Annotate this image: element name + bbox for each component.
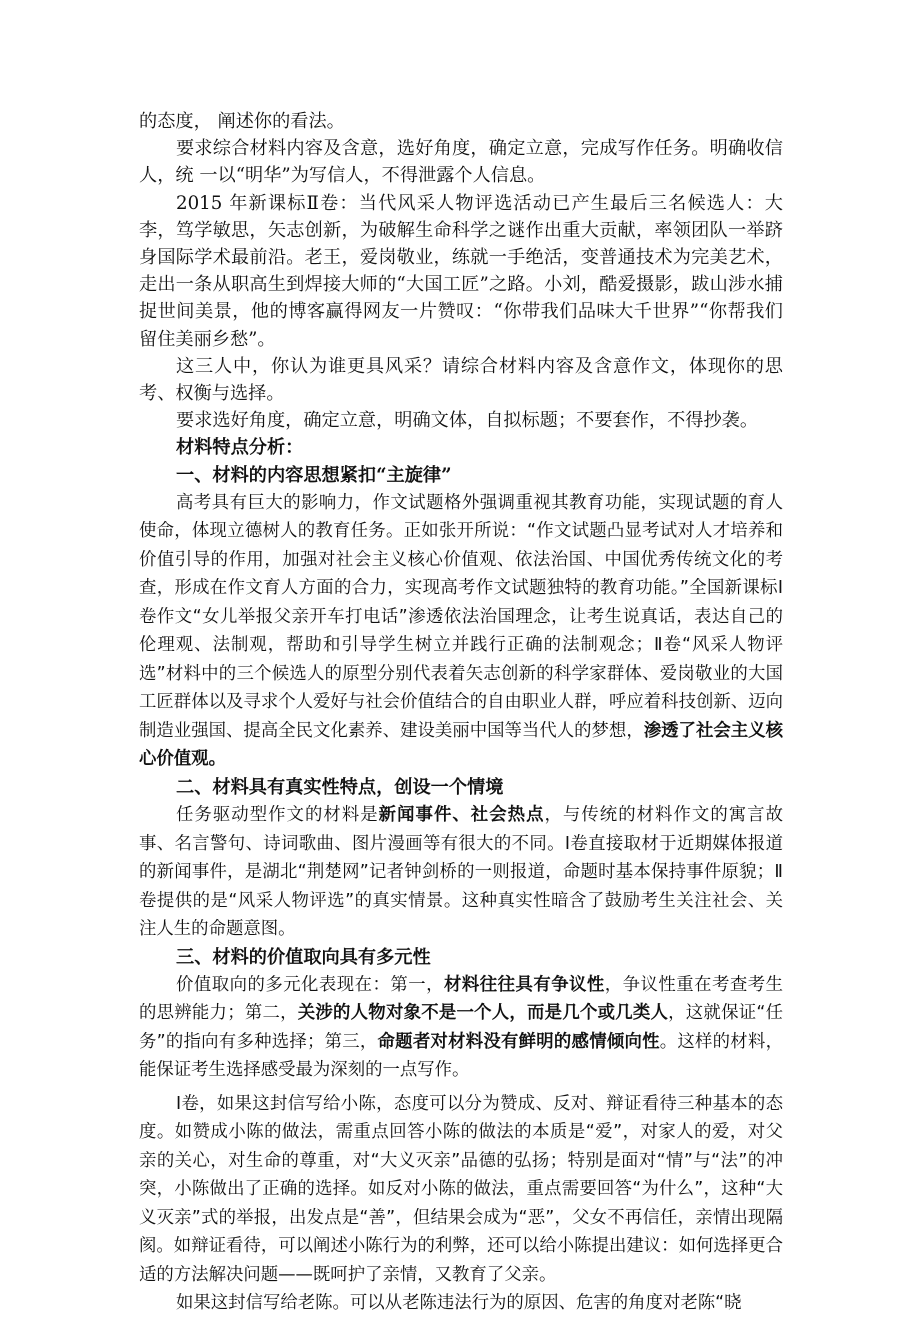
bold-text-run: 渗透了社会主义核心价值观。 — [139, 720, 783, 770]
paragraph-section-1-body — [139, 489, 783, 774]
text-run: 高考具有巨大的影响力，作文试题格外强调重视其教育功能，实现试题的育人使命，体现立德树人的教育任务。正如张开所说：“作文试题凸显考试对人才培养和价值引导的作用，加强对社会主义核心价值观、依法治国、中国优秀传统文化的考查，形成在作文育人方面的合力，实现高考作文试题独特的教育功能。”全国新课标Ⅰ卷作文“女儿举报父亲开车打电话”渗透依法治国理念，让考生说真话，表达自己的伦理观、法制观，帮助和引导学生树立并践行正确的法制观念；Ⅱ卷“风采人物评选”材料中的三个候选人的原型分别代表着矢志创新的科学家群体、爱岗敬业的大国工匠群体以及寻求个人爱好与社会价值结合的自由职业人群，呼应着科技创新、迈向制造业强国、提高全民文化素养、建设美丽中国等当代人的梦想， — [139, 492, 783, 741]
heading-section-1: 一、材料的内容思想紧扣“主旋律” — [176, 464, 452, 486]
text-run: 价值取向的多元化表现在：第一， — [176, 974, 444, 995]
text-run: ，争议性重在考查考生的思辨能力；第二， — [139, 974, 783, 1024]
paragraph-requirements-2: 要求选好角度，确定立意，明确文体，自拟标题；不要套作，不得抄袭。 — [176, 410, 759, 432]
heading-section-3: 三、材料的价值取向具有多元性 — [176, 946, 431, 968]
text-run: ，与传统的材料作文的寓言故事、名言警句、诗词歌曲、图片漫画等有很大的不同。Ⅰ卷直接取材于近期媒体报道的新闻事件，是湖北“荆楚网”记者钟剑桥的一则报道，命题时基本保持事件原貌；Ⅱ卷提供的是“风采人物评选”的真实情景。这种真实性暗含了鼓励考生关注社会、关注人生的命题意图。 — [139, 805, 783, 940]
document-page — [139, 108, 783, 1318]
paragraph-requirements-1: 要求综合材料内容及含意，选好角度，确定立意，完成写作任务。明确收信人，统 一以“明华”为写信人，不得泄露个人信息。 — [139, 138, 783, 187]
text-run: 。这样的材料，能保证考生选择感受最为深刻的一点写作。 — [139, 1031, 783, 1081]
text-run: 任务驱动型作文的材料是 — [176, 805, 379, 826]
paragraph-letter-to-laochen: 如果这封信写给老陈。可以从老陈违法行为的原因、危害的角度对老陈“晓 — [176, 1293, 742, 1314]
text-run: ，这就保证“任务”的指向有多种选择；第三， — [139, 1003, 783, 1052]
bold-text-run: 关涉的人物对象不是一个人，而是几个或几类人 — [297, 1003, 669, 1024]
paragraph-continuation: 的态度， 阐述你的看法。 — [139, 111, 345, 132]
bold-text-run: 命题者对材料没有鲜明的感情倾向性 — [377, 1031, 660, 1052]
paragraph-letter-to-xiaochen: Ⅰ卷，如果这封信写给小陈，态度可以分为赞成、反对、辩证看待三种基本的态度。如赞成小陈的做法，需重点回答小陈的做法的本质是“爱”，对家人的爱，对父亲的关心，对生命的尊重，对“大义灭亲”品德的弘扬；特别是面对“情”与“法”的冲突，小陈做出了正确的选择。如反对小陈的做法，重点需要回答“为什么”，这种“大义灭亲”式的举报，出发点是“善”，但结果会成为“恶”，父女不再信任，亲情出现隔阂。如辩证看待，可以阐述小陈行为的利弊，还可以给小陈提出建议：如何选择更合适的方法解决问题——既呵护了亲情，又教育了父亲。 — [139, 1093, 783, 1285]
bold-text-run: 材料往往具有争议性 — [444, 974, 605, 995]
paragraph-exam-prompt-2015: 2015 年新课标Ⅱ卷：当代风采人物评选活动已产生最后三名候选人：大李，笃学敏思，矢志创新，为破解生命科学之谜作出重大贡献，率领团队一举跻身国际学术最前沿。老王，爱岗敬业，练就一手绝活，变普通技术为完美艺术，走出一条从职高生到焊接大师的“大国工匠”之路。小刘，酷爱摄影，跋山涉水捕捉世间美景，他的博客赢得网友一片赞叹：“你带我们品味大千世界”“你帮我们留住美丽乡愁”。 — [139, 192, 783, 350]
paragraph-section-3-body — [139, 971, 783, 1085]
paragraph-section-2-body — [139, 801, 783, 944]
bold-text-run: 新闻事件、社会热点 — [378, 805, 545, 826]
paragraph-question: 这三人中，你认为谁更具风采？请综合材料内容及含意作文，体现你的思考、权衡与选择。 — [139, 355, 783, 405]
heading-analysis: 材料特点分析： — [176, 437, 304, 459]
heading-section-2: 二、材料具有真实性特点，创设一个情境 — [176, 776, 504, 798]
